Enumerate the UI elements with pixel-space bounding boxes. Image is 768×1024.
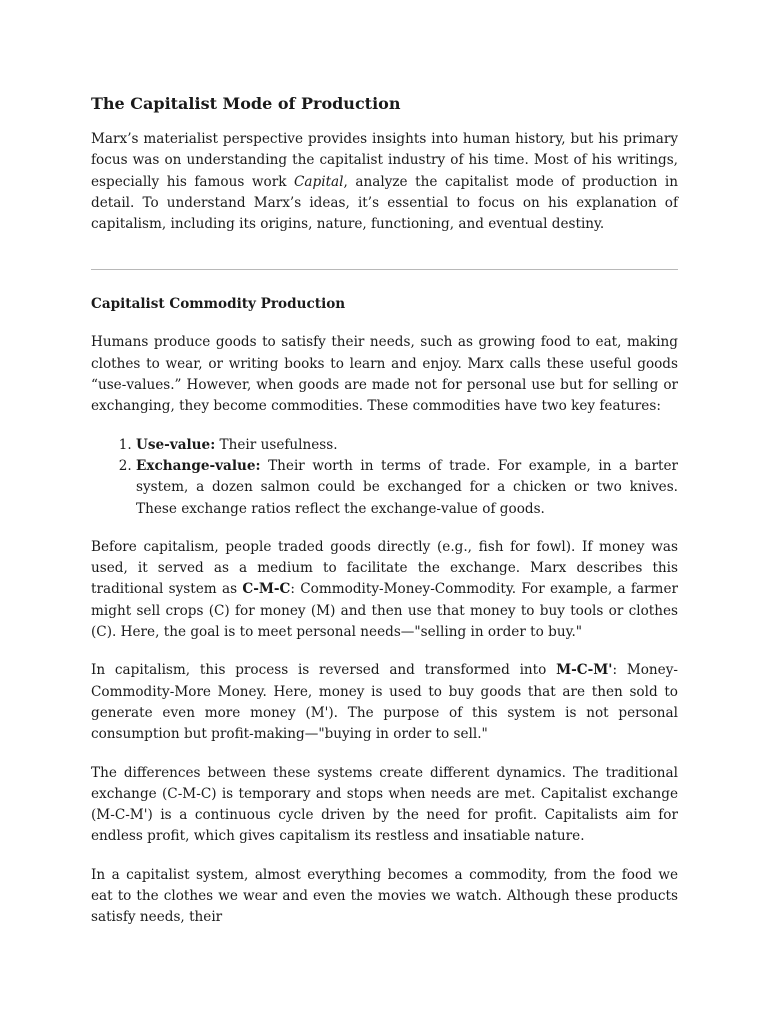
feature-text: Their worth in terms of trade. For example, in a barter system, a dozen salmon could be exchanged for a chicken or two knives. These exchange ratios reflect the exchange-value of goods. bbox=[136, 457, 678, 517]
cmc-term: C-M-C bbox=[242, 581, 291, 598]
paragraph-cmc bbox=[91, 537, 678, 643]
feature-term: Use-value: bbox=[136, 436, 216, 453]
document-content bbox=[91, 93, 678, 929]
intro-paragraph bbox=[91, 129, 678, 235]
cmc-text-b: : Commodity-Money-Commodity. For example, a farmer might sell crops (C) for money (M) and then use that money to buy tools or clothes (C). Here, the goal is to meet personal needs—"selling in order to buy." bbox=[91, 581, 678, 641]
intro-text-a: Marx’s materialist perspective provides insights into human history, but his primary focus was on understanding the capitalist industry of his time. Most of his writings, especially his famous work bbox=[91, 131, 678, 190]
list-item bbox=[136, 435, 678, 456]
paragraph-mcm bbox=[91, 660, 678, 745]
intro-text-b: , analyze the capitalist mode of production in detail. To understand Marx’s ideas, it’s essential to focus on his explanation of capitalism, including its origins, nature, functioning, and eventual destiny. bbox=[91, 173, 678, 233]
mcm-term: M-C-M' bbox=[556, 662, 613, 679]
features-list bbox=[91, 435, 678, 520]
feature-text: Their usefulness. bbox=[215, 436, 338, 453]
paragraph-commodities: In a capitalist system, almost everything becomes a commodity, from the food we eat to the clothes we wear and even the movies we watch. Although these products satisfy needs, their bbox=[91, 866, 678, 926]
section-divider bbox=[91, 269, 678, 270]
feature-term: Exchange-value: bbox=[136, 457, 261, 474]
cmc-text-a: Before capitalism, people traded goods directly (e.g., fish for fowl). If money was used, it served as a medium to facilitate the exchange. Marx describes this traditional system as bbox=[91, 538, 678, 598]
section-heading: Capitalist Commodity Production bbox=[91, 296, 346, 313]
list-item bbox=[136, 456, 678, 520]
book-title-capital: Capital bbox=[294, 173, 344, 190]
mcm-text-b: : Money-Commodity-More Money. Here, money is used to buy goods that are then sold to generate even more money (M'). The purpose of this system is not personal consumption but profit-making—"buying in order to sell." bbox=[91, 662, 678, 743]
paragraph-dynamics: The differences between these systems create different dynamics. The traditional exchange (C-M-C) is temporary and stops when needs are met. Capitalist exchange (M-C-M') is a continuous cycle driven by the need for profit. Capitalists aim for endless profit, which gives capitalism its restless and insatiable nature. bbox=[91, 764, 678, 845]
page-title: The Capitalist Mode of Production bbox=[91, 94, 401, 113]
mcm-text-a: In capitalism, this process is reversed and transformed into bbox=[91, 662, 557, 679]
paragraph-use-values: Humans produce goods to satisfy their needs, such as growing food to eat, making clothes to wear, or writing books to learn and enjoy. Marx calls these useful goods “use-values.” However, when goods are made not for personal use but for selling or exchanging, they become commodities. These commodities have two key features: bbox=[91, 334, 678, 415]
